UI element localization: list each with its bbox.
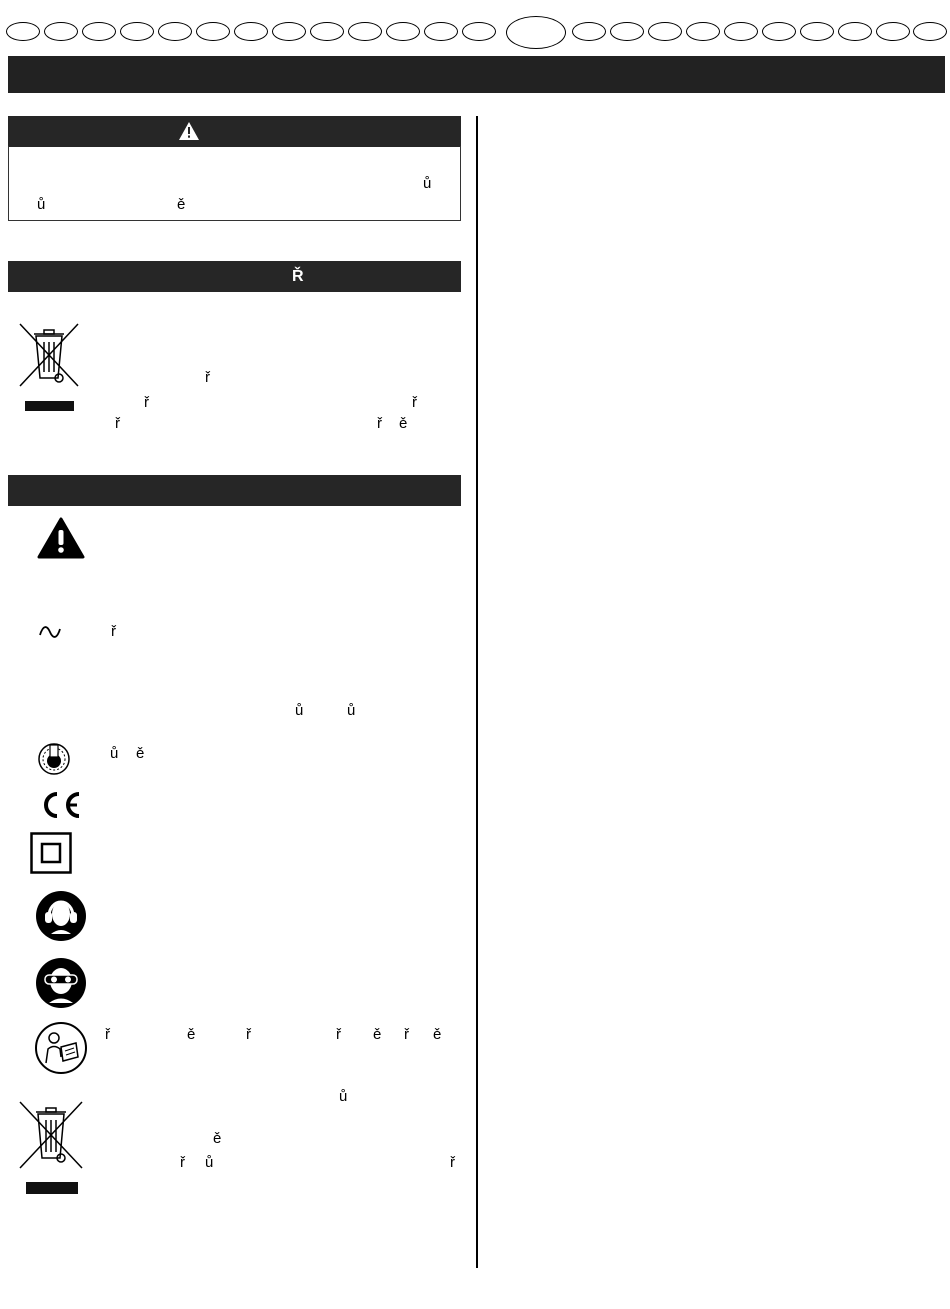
language-tab[interactable]	[762, 22, 796, 41]
disposal-text: ě	[399, 415, 408, 432]
manual-text: ě	[373, 1026, 382, 1043]
language-tab[interactable]	[196, 22, 230, 41]
bin-text: ů	[339, 1088, 348, 1105]
read-manual-icon	[34, 1021, 88, 1075]
language-tab[interactable]	[6, 22, 40, 41]
language-tab[interactable]	[310, 22, 344, 41]
manual-text: ě	[433, 1026, 442, 1043]
bin-text: ů	[205, 1154, 214, 1171]
warning-text: ů	[423, 175, 432, 192]
warning-triangle-icon	[178, 121, 200, 141]
language-tab[interactable]	[648, 22, 682, 41]
symbol-text: ů	[347, 702, 356, 719]
symbols-header	[8, 475, 461, 506]
ear-protection-icon	[35, 890, 87, 942]
bin-underline-bar	[25, 401, 74, 411]
language-tab[interactable]	[82, 22, 116, 41]
bin-text: ř	[180, 1154, 185, 1171]
language-tab[interactable]	[913, 22, 947, 41]
language-tab[interactable]	[724, 22, 758, 41]
motor-icon	[37, 741, 71, 777]
language-tab[interactable]	[800, 22, 834, 41]
ac-text: ř	[111, 623, 116, 640]
language-tab[interactable]	[234, 22, 268, 41]
symbol-text: ů	[110, 745, 119, 762]
language-tab[interactable]	[462, 22, 496, 41]
bin-text: ř	[450, 1154, 455, 1171]
warning-text: ě	[177, 196, 186, 213]
manual-text: ě	[187, 1026, 196, 1043]
warning-header	[8, 116, 461, 147]
language-tab[interactable]	[386, 22, 420, 41]
bin-underline-bar	[26, 1182, 78, 1194]
warning-text: ů	[37, 196, 46, 213]
language-tab[interactable]	[158, 22, 192, 41]
manual-text: ř	[105, 1026, 110, 1043]
crossed-out-wheelie-bin-icon	[18, 322, 80, 388]
disposal-text: ř	[205, 369, 210, 386]
column-divider	[476, 116, 478, 1268]
double-insulation-icon	[30, 832, 72, 874]
disposal-title: Ř	[292, 268, 304, 285]
manual-text: ř	[246, 1026, 251, 1043]
symbol-text: ů	[295, 702, 304, 719]
page-header-bar	[8, 56, 945, 93]
manual-text: ř	[404, 1026, 409, 1043]
language-tab[interactable]	[348, 22, 382, 41]
disposal-text: ř	[412, 394, 417, 411]
language-tab[interactable]	[272, 22, 306, 41]
language-tabs	[6, 16, 946, 48]
warning-box	[8, 146, 461, 221]
language-tab[interactable]	[44, 22, 78, 41]
manual-text: ř	[336, 1026, 341, 1043]
disposal-text: ř	[115, 415, 120, 432]
language-tab[interactable]	[120, 22, 154, 41]
warning-triangle-icon	[37, 517, 85, 559]
eye-protection-icon	[35, 957, 87, 1009]
disposal-header	[8, 261, 461, 292]
disposal-text: ř	[144, 394, 149, 411]
disposal-text: ř	[377, 415, 382, 432]
ce-mark-icon	[39, 790, 83, 820]
crossed-out-wheelie-bin-icon	[18, 1100, 84, 1170]
language-tab[interactable]	[838, 22, 872, 41]
language-tab-active[interactable]	[506, 16, 566, 49]
alternating-current-icon	[38, 624, 62, 640]
language-tab[interactable]	[610, 22, 644, 41]
language-tab[interactable]	[424, 22, 458, 41]
language-tab[interactable]	[572, 22, 606, 41]
language-tab[interactable]	[686, 22, 720, 41]
language-tab[interactable]	[876, 22, 910, 41]
bin-text: ě	[213, 1130, 222, 1147]
symbol-text: ě	[136, 745, 145, 762]
